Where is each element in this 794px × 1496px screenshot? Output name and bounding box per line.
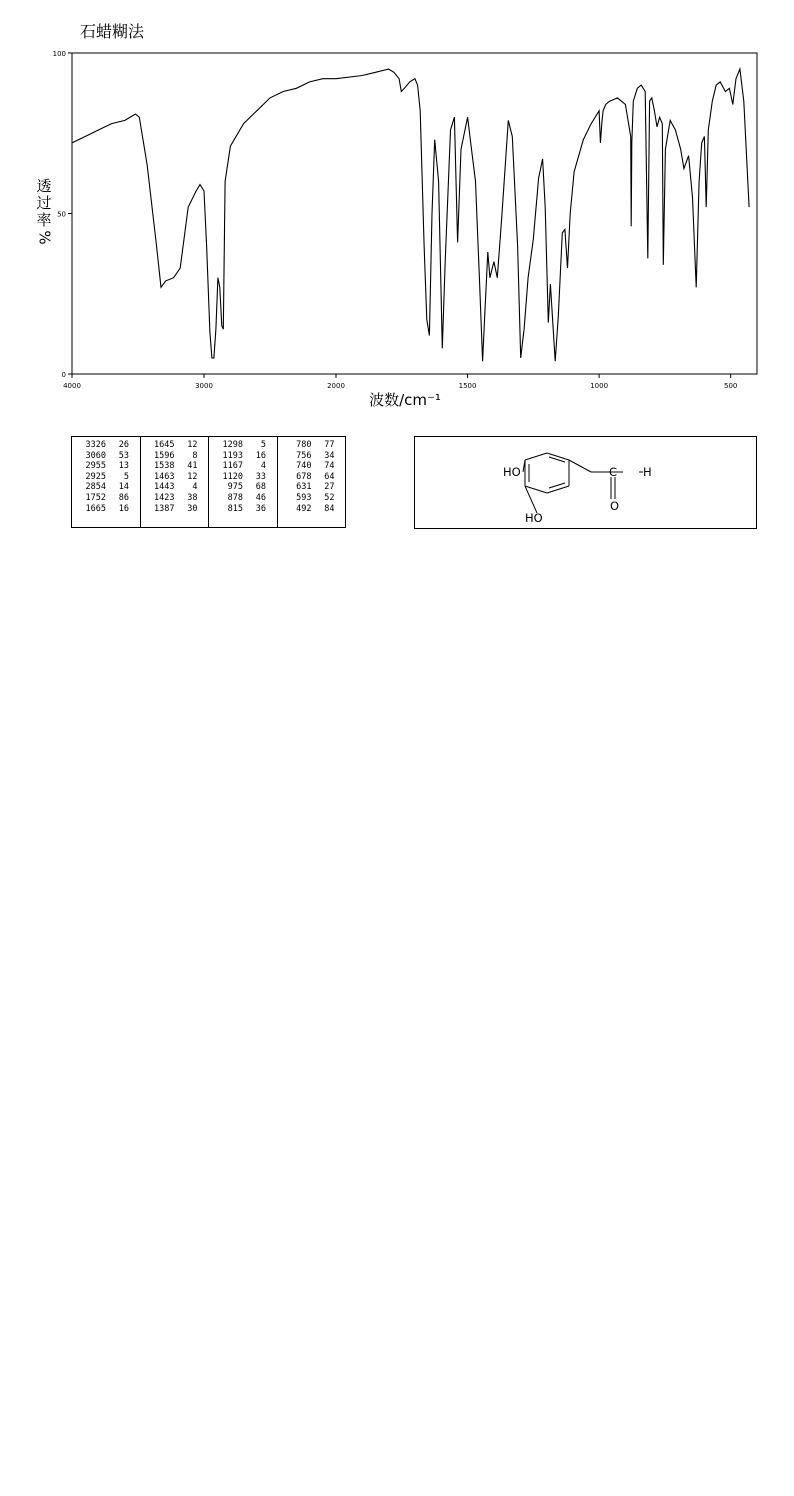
- peak-transmittance: 77: [324, 440, 335, 450]
- peak-transmittance: 16: [255, 450, 266, 461]
- peak-table-row: [141, 440, 209, 451]
- peak-table-row: [209, 493, 277, 504]
- peak-table-column: [277, 437, 346, 527]
- peak-wavenumber: 1752: [85, 492, 106, 503]
- peak-table-row: [141, 482, 209, 493]
- peak-wavenumber: 3060: [85, 450, 106, 461]
- peak-table-row: [278, 482, 346, 493]
- peak-table-row: [278, 493, 346, 504]
- peak-wavenumber: 2955: [85, 461, 106, 472]
- peak-wavenumber: 1423: [154, 492, 175, 503]
- peak-wavenumber: 815: [227, 503, 243, 514]
- peak-wavenumber: 740: [296, 461, 312, 472]
- x-tick-label: 1000: [590, 382, 609, 390]
- peak-transmittance: 13: [118, 461, 129, 472]
- peak-table: [71, 436, 346, 528]
- peak-transmittance: 14: [118, 482, 129, 493]
- hydroxyl-top-label: HO: [503, 465, 521, 479]
- peak-table-row: [141, 504, 209, 515]
- peak-transmittance: 34: [324, 450, 335, 461]
- peak-transmittance: 4: [192, 482, 198, 493]
- peak-transmittance: 16: [118, 503, 129, 514]
- x-tick-label: 500: [724, 382, 738, 390]
- y-axis-unit: %: [35, 230, 54, 245]
- peak-transmittance: 5: [123, 471, 129, 482]
- peak-table-row: [141, 493, 209, 504]
- plot-frame: [72, 53, 757, 374]
- peak-table-row: [141, 451, 209, 462]
- peak-transmittance: 52: [324, 492, 335, 503]
- peak-table-row: [209, 461, 277, 472]
- x-axis-ticks: [63, 374, 737, 390]
- peak-wavenumber: 1193: [222, 450, 243, 461]
- peak-table-row: [209, 451, 277, 462]
- peak-table-row: [278, 472, 346, 483]
- y-axis-ticks: [53, 50, 72, 379]
- benzene-ring: [525, 453, 569, 493]
- peak-transmittance: 46: [255, 492, 266, 503]
- peak-transmittance: 8: [192, 450, 198, 461]
- peak-wavenumber: 1596: [154, 450, 175, 461]
- peak-wavenumber: 3326: [85, 440, 106, 450]
- peak-table-row: [141, 472, 209, 483]
- peak-table-row: [278, 461, 346, 472]
- peak-transmittance: 5: [260, 440, 266, 450]
- peak-transmittance: 12: [187, 440, 198, 450]
- peak-transmittance: 12: [187, 471, 198, 482]
- peak-transmittance: 4: [260, 461, 266, 472]
- peak-wavenumber: 1645: [154, 440, 175, 450]
- peak-wavenumber: 878: [227, 492, 243, 503]
- x-tick-label: 4000: [63, 382, 81, 390]
- ir-spectrum-chart: [0, 0, 794, 420]
- x-tick-label: 3000: [195, 382, 213, 390]
- spectrum-line: [72, 69, 749, 361]
- peak-table-row: [278, 504, 346, 515]
- peak-wavenumber: 1665: [85, 503, 106, 514]
- molecule-bonds: [523, 460, 643, 513]
- x-tick-label: 2000: [327, 382, 345, 390]
- peak-wavenumber: 1538: [154, 461, 175, 472]
- peak-wavenumber: 631: [296, 482, 312, 493]
- peak-wavenumber: 1387: [154, 503, 175, 514]
- peak-wavenumber: 678: [296, 471, 312, 482]
- y-tick-label: 0: [61, 371, 66, 379]
- peak-wavenumber: 492: [296, 503, 312, 514]
- peak-table-row: [72, 482, 140, 493]
- peak-wavenumber: 1120: [222, 471, 243, 482]
- peak-wavenumber: 756: [296, 450, 312, 461]
- y-tick-label: 50: [57, 210, 66, 219]
- peak-wavenumber: 1167: [222, 461, 243, 472]
- molecule-structure: [415, 437, 758, 530]
- peak-transmittance: 86: [118, 492, 129, 503]
- peak-wavenumber: 593: [296, 492, 312, 503]
- peak-transmittance: 53: [118, 450, 129, 461]
- peak-transmittance: 64: [324, 471, 335, 482]
- carbonyl-oxygen-label: O: [610, 499, 620, 513]
- peak-table-row: [141, 461, 209, 472]
- peak-table-row: [72, 493, 140, 504]
- peak-table-row: [72, 451, 140, 462]
- peak-transmittance: 30: [187, 503, 198, 514]
- peak-table-row: [72, 440, 140, 451]
- peak-transmittance: 74: [324, 461, 335, 472]
- peak-wavenumber: 1443: [154, 482, 175, 493]
- peak-transmittance: 36: [255, 503, 266, 514]
- aldehyde-hydrogen-label: H: [643, 465, 652, 479]
- peak-wavenumber: 2854: [85, 482, 106, 493]
- peak-transmittance: 38: [187, 492, 198, 503]
- peak-transmittance: 26: [118, 440, 129, 450]
- peak-table-row: [209, 504, 277, 515]
- y-axis-label-char-1: 透: [36, 177, 52, 195]
- x-tick-label: 1500: [458, 382, 477, 390]
- peak-table-row: [72, 472, 140, 483]
- page-title: 石蜡糊法: [80, 22, 145, 41]
- peak-table-row: [209, 472, 277, 483]
- structure-box: [414, 436, 757, 529]
- carbonyl-carbon-label: C: [609, 465, 618, 479]
- peak-wavenumber: 1298: [222, 440, 243, 450]
- y-axis-label-char-2: 过: [36, 194, 52, 212]
- peak-table-row: [278, 440, 346, 451]
- peak-table-row: [72, 461, 140, 472]
- peak-wavenumber: 975: [227, 482, 243, 493]
- peak-transmittance: 68: [255, 482, 266, 493]
- peak-table-column: [140, 437, 209, 527]
- peak-table-row: [209, 482, 277, 493]
- hydroxyl-bottom-label: HO: [525, 511, 543, 525]
- peak-table-column: [72, 437, 140, 527]
- peak-transmittance: 33: [255, 471, 266, 482]
- peak-wavenumber: 780: [296, 440, 312, 450]
- peak-transmittance: 27: [324, 482, 335, 493]
- peak-table-row: [209, 440, 277, 451]
- peak-wavenumber: 1463: [154, 471, 175, 482]
- y-axis-label-char-3: 率: [36, 211, 52, 229]
- y-tick-label: 100: [52, 50, 66, 58]
- peak-table-row: [278, 451, 346, 462]
- x-axis-label: 波数/cm⁻¹: [369, 391, 441, 409]
- peak-table-column: [208, 437, 277, 527]
- peak-wavenumber: 2925: [85, 471, 106, 482]
- peak-transmittance: 84: [324, 503, 335, 514]
- peak-transmittance: 41: [187, 461, 198, 472]
- peak-table-row: [72, 504, 140, 515]
